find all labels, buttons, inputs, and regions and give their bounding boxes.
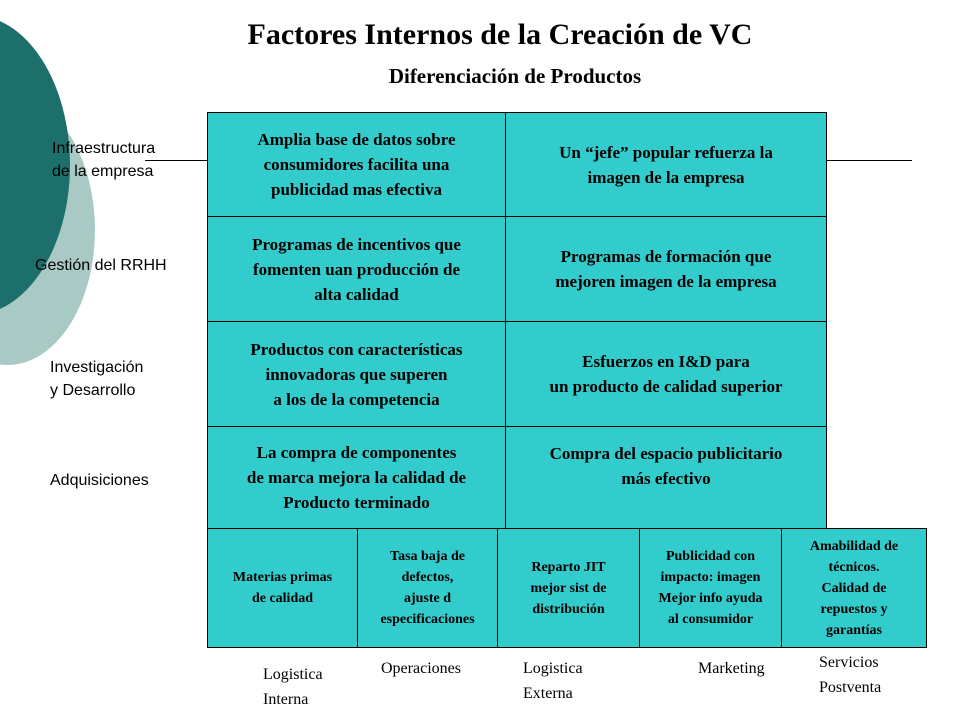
row-label-rrhh: Gestión del RRHH — [35, 257, 167, 274]
cell-investigacion-2: Esfuerzos en I&D para un producto de calidad superior — [505, 321, 827, 427]
row-label-investigacion: Investigación y Desarrollo — [50, 359, 144, 399]
cell-rrhh-2: Programas de formación que mejoren imagen de la empresa — [505, 216, 827, 322]
slide-title: Factores Internos de la Creación de VC — [247, 18, 753, 51]
column-label-marketing: Marketing — [698, 660, 765, 677]
cell-investigacion-1: Productos con características innovadoras que superen a los de la competencia — [207, 321, 506, 427]
cell-infraestructura-1: Amplia base de datos sobre consumidores facilita una publicidad mas efectiva — [207, 112, 506, 217]
column-label-logistica-externa: Logistica Externa — [523, 660, 583, 702]
cell-rrhh-1: Programas de incentivos que fomenten uan producción de alta calidad — [207, 216, 506, 322]
cell-adquisiciones-1: La compra de componentes de marca mejora la calidad de Producto terminado — [207, 426, 506, 529]
row-label-infraestructura: Infraestructura de la empresa — [52, 140, 156, 180]
cell-infraestructura-2: Un “jefe” popular refuerza la imagen de la empresa — [505, 112, 827, 217]
column-label-logistica-interna: Logistica Interna — [263, 666, 323, 708]
row-label-adquisiciones: Adquisiciones — [50, 472, 149, 489]
primary-marketing: Publicidad con impacto: imagen Mejor info ayuda al consumidor — [639, 528, 782, 648]
primary-servicios-postventa: Amabilidad de técnicos. Calidad de repuestos y garantías — [781, 528, 927, 648]
column-label-servicios-postventa: Servicios Postventa — [819, 654, 882, 696]
slide-subtitle: Diferenciación de Productos — [388, 64, 642, 88]
primary-operaciones: Tasa baja de defectos, ajuste d especificaciones — [357, 528, 498, 648]
primary-logistica-interna: Materias primas de calidad — [207, 528, 358, 648]
primary-logistica-externa: Reparto JIT mejor sist de distribución — [497, 528, 640, 648]
connector-line-right — [826, 160, 912, 161]
cell-adquisiciones-2: Compra del espacio publicitario más efectivo — [505, 426, 827, 529]
column-label-operaciones: Operaciones — [381, 660, 461, 677]
